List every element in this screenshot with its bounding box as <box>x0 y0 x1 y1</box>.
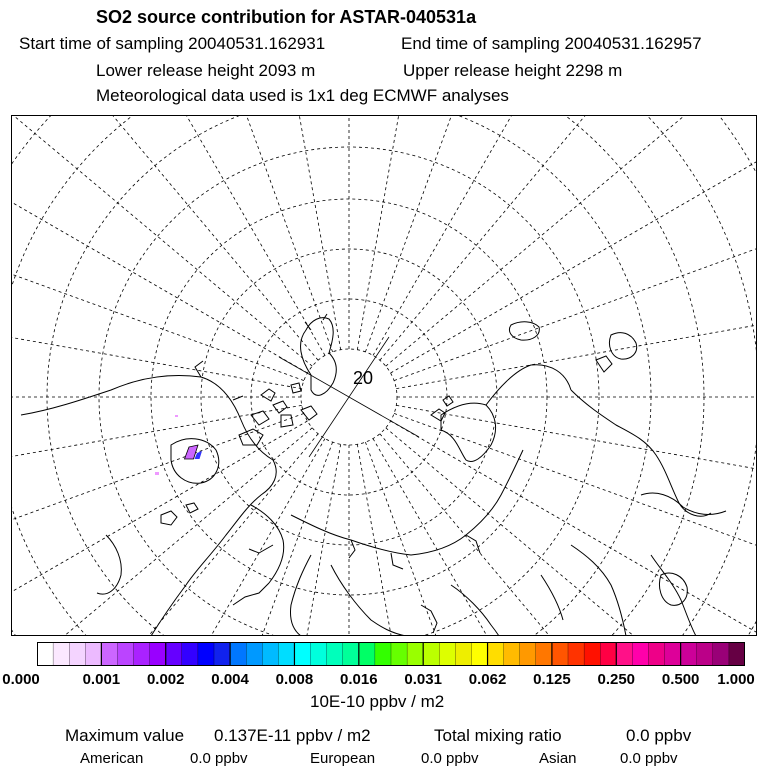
colorbar-tick-label: 0.002 <box>146 671 185 688</box>
colorbar-cell <box>262 642 279 666</box>
colorbar-cell <box>101 642 118 666</box>
colorbar-cell <box>504 642 521 666</box>
concentration-spot <box>155 472 159 475</box>
colorbar-cell <box>697 642 714 666</box>
colorbar-cell <box>729 642 745 666</box>
colorbar-cell <box>198 642 215 666</box>
colorbar-cell <box>391 642 408 666</box>
colorbar-tick-label: 0.000 <box>2 671 40 688</box>
colorbar-cell <box>536 642 553 666</box>
colorbar-cell <box>278 642 295 666</box>
colorbar-cell <box>53 642 70 666</box>
colorbar-cell <box>665 642 682 666</box>
colorbar-cell <box>166 642 183 666</box>
colorbar-cell <box>488 642 505 666</box>
colorbar-cell <box>616 642 633 666</box>
colorbar-tick-label: 0.062 <box>468 671 507 688</box>
colorbar-cell <box>246 642 263 666</box>
colorbar-cell <box>552 642 569 666</box>
colorbar-tick-label: 0.008 <box>275 671 314 688</box>
colorbar-cell <box>311 642 328 666</box>
meteorological-data: Meteorological data used is 1x1 deg ECMWF analyses <box>96 86 509 105</box>
colorbar-cell <box>327 642 344 666</box>
colorbar-cell <box>455 642 472 666</box>
region-american-value: 0.0 ppbv <box>190 750 248 767</box>
colorbar-tick-label: 0.031 <box>404 671 442 688</box>
concentration-spot <box>175 415 178 417</box>
lower-release-height: Lower release height 2093 m <box>96 61 316 80</box>
end-time: End time of sampling 20040531.162957 <box>401 34 702 53</box>
region-asian-label: Asian <box>539 750 577 767</box>
colorbar-cell <box>471 642 488 666</box>
colorbar-cell <box>37 642 54 666</box>
colorbar-cell <box>439 642 456 666</box>
map-frame <box>12 116 757 636</box>
colorbar-cell <box>568 642 585 666</box>
colorbar-cell <box>681 642 698 666</box>
colorbar-cell <box>69 642 86 666</box>
colorbar-tick-label: 0.001 <box>82 671 121 688</box>
colorbar-cell <box>632 642 649 666</box>
region-asian-value: 0.0 ppbv <box>620 750 678 767</box>
chart-title: SO2 source contribution for ASTAR-040531a <box>96 7 477 27</box>
region-american-label: American <box>80 750 144 767</box>
colorbar-tick-label: 0.500 <box>661 671 700 688</box>
colorbar-cell <box>407 642 424 666</box>
colorbar-cell <box>134 642 151 666</box>
colorbar <box>37 642 745 666</box>
region-european-label: European <box>310 750 376 767</box>
colorbar-tick-label: 0.004 <box>211 671 249 688</box>
region-european-value: 0.0 ppbv <box>421 750 479 767</box>
colorbar-cell <box>584 642 601 666</box>
colorbar-tick-label: 0.125 <box>533 671 571 688</box>
colorbar-cell <box>423 642 440 666</box>
colorbar-cell <box>375 642 392 666</box>
colorbar-cell <box>713 642 730 666</box>
colorbar-tick-label: 0.250 <box>597 671 636 688</box>
colorbar-cell <box>359 642 376 666</box>
colorbar-cell <box>648 642 665 666</box>
total-mixing-label: Total mixing ratio <box>434 726 562 745</box>
colorbar-cell <box>182 642 199 666</box>
total-mixing-value: 0.0 ppbv <box>626 726 692 745</box>
max-value: 0.137E-11 ppbv / m2 <box>214 726 371 745</box>
colorbar-tick-label: 1.000 <box>717 671 755 688</box>
pole-label: 20 <box>353 368 374 388</box>
colorbar-cell <box>520 642 537 666</box>
polar-map <box>11 115 757 636</box>
upper-release-height: Upper release height 2298 m <box>403 61 623 80</box>
colorbar-cell <box>117 642 134 666</box>
colorbar-tick-label: 0.016 <box>340 671 378 688</box>
max-value-label: Maximum value <box>65 726 185 745</box>
colorbar-cell <box>600 642 617 666</box>
colorbar-cell <box>230 642 247 666</box>
colorbar-cell <box>294 642 311 666</box>
colorbar-unit: 10E-10 ppbv / m2 <box>310 692 445 711</box>
colorbar-cell <box>343 642 360 666</box>
colorbar-cell <box>214 642 231 666</box>
start-time: Start time of sampling 20040531.162931 <box>19 34 326 53</box>
colorbar-cell <box>150 642 167 666</box>
colorbar-cell <box>85 642 102 666</box>
